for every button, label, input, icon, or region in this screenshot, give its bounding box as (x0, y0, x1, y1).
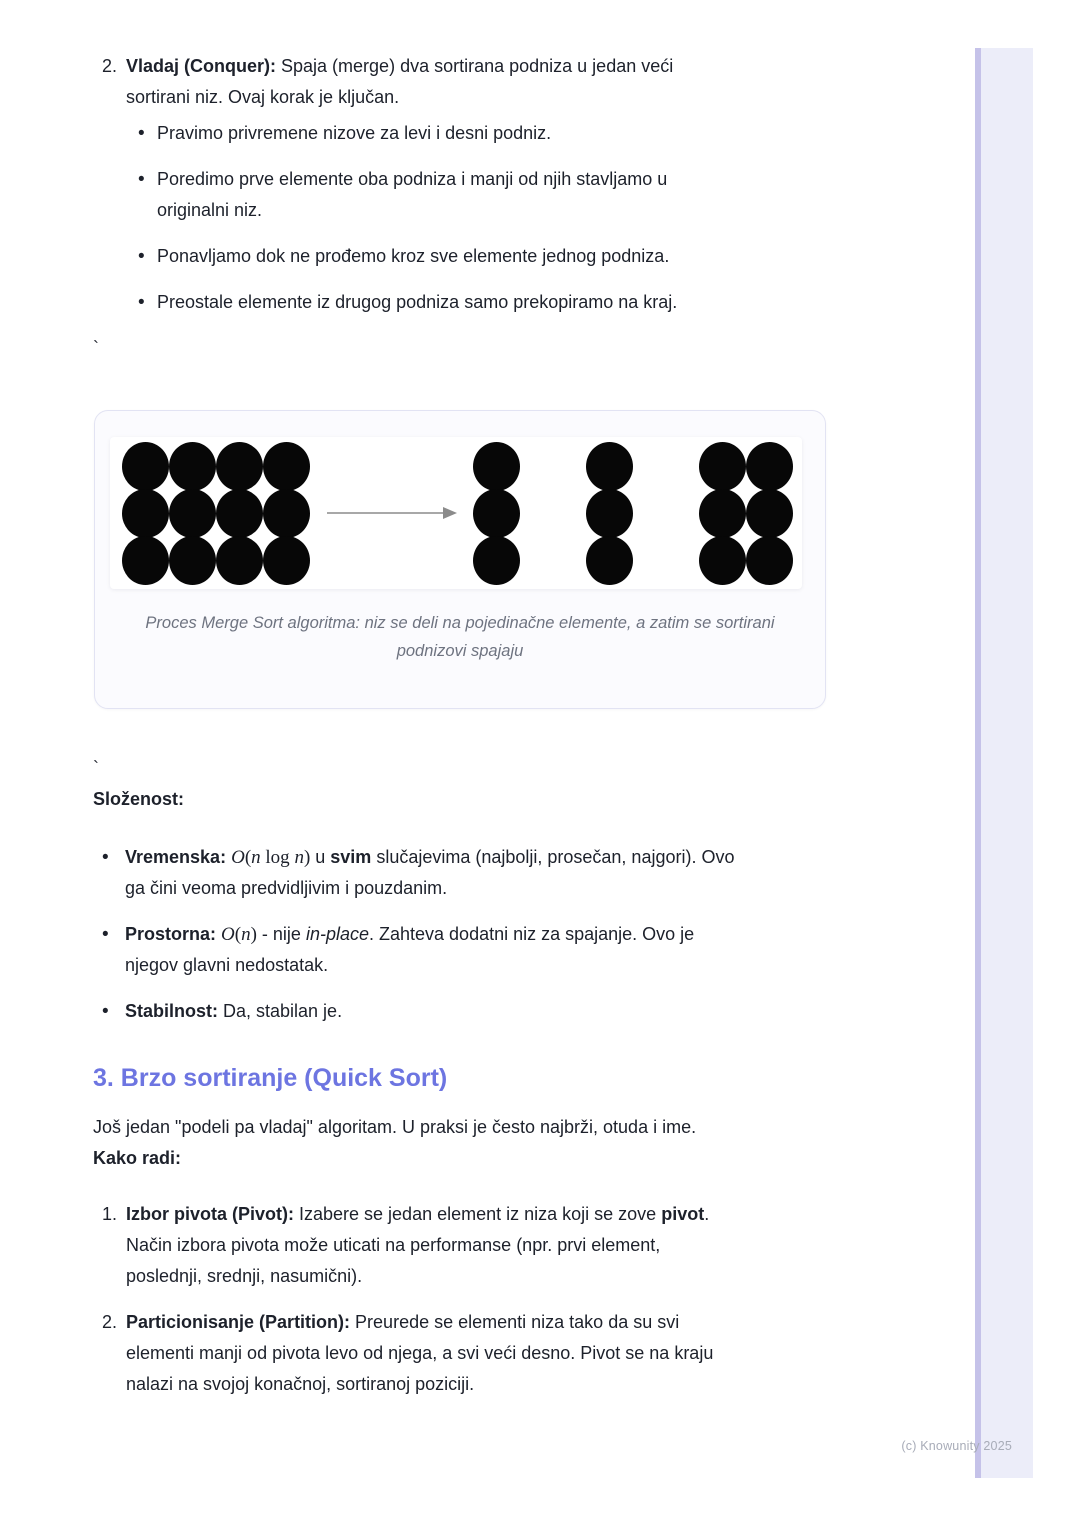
bullet-marker (102, 996, 125, 1027)
dot (122, 442, 169, 491)
dot (699, 489, 746, 538)
complexity-heading: Složenost: (93, 789, 185, 809)
dot (473, 442, 520, 491)
bullet-marker (138, 118, 157, 149)
figure-card (94, 410, 826, 709)
quick-sort-intro: Još jedan "podeli pa vladaj" algoritam. U praksi je često najbrži, otuda i ime. (93, 1117, 697, 1137)
dot-grid-sublist (586, 443, 633, 584)
dot (586, 489, 633, 538)
dot-grid-sublist (473, 443, 520, 584)
dot (169, 489, 216, 538)
dot (216, 442, 263, 491)
list-item-partition (93, 1307, 893, 1400)
list-item-conquer (93, 51, 893, 318)
figure-caption: Proces Merge Sort algoritma: niz se deli na pojedinačne elemente, a zatim se sortirani podnizovi spajaju (145, 614, 775, 660)
list-item-text: Particionisanje (Partition): Preurede se elementi niza tako da su svi elementi manji od pivota levo od njega, a svi veći desno. Pivot se na kraju nalazi na svojoj konačnoj, sortiranoj poziciji. (126, 1312, 714, 1394)
bullet-text: Stabilnost: Da, stabilan je. (125, 1001, 343, 1021)
bullet-marker (102, 842, 125, 873)
dot (122, 536, 169, 585)
bullet-item (126, 287, 893, 318)
bullet-item (93, 842, 893, 904)
dot (263, 442, 310, 491)
dot (746, 442, 793, 491)
conquer-bullet-list (126, 118, 893, 318)
bullet-text: Prostorna: O(n) - nije in-place. Zahteva dodatni niz za spajanje. Ovo je njegov glavni nedostatak. (125, 924, 695, 975)
bullet-item (93, 919, 893, 981)
bullet-text: Vremenska: O(n log n) u svim slučajevima (najbolji, prosečan, najgori). Ovo ga čini veoma predvidljivim i pouzdanim. (125, 847, 735, 898)
list-item-pivot (93, 1199, 893, 1292)
bullet-item (126, 118, 893, 149)
dot (746, 489, 793, 538)
bullet-item (126, 164, 893, 226)
figure-image (110, 437, 802, 589)
bullet-text: Preostale elemente iz drugog podniza samo prekopiramo na kraj. (157, 292, 678, 312)
dot (263, 536, 310, 585)
dot (216, 489, 263, 538)
bullet-marker (138, 241, 157, 272)
dot (699, 536, 746, 585)
watermark: (c) Knowunity 2025 (901, 1439, 1012, 1453)
bullet-item (126, 241, 893, 272)
bullet-marker (138, 164, 157, 195)
dot (746, 536, 793, 585)
dot (263, 489, 310, 538)
dot-grid-unsorted (122, 443, 310, 584)
bullet-text: Pravimo privremene nizove za levi i desni podniz. (157, 123, 552, 143)
how-it-works-heading: Kako radi: (93, 1148, 182, 1168)
bullet-marker (102, 919, 125, 950)
page-edge-bar (975, 48, 1033, 1478)
bullet-text: Poredimo prve elemente oba podniza i manji od njih stavljamo u originalni niz. (157, 169, 668, 220)
stray-backtick: ` (93, 758, 99, 778)
quick-sort-steps (93, 1199, 893, 1400)
dot (169, 536, 216, 585)
list-item-body (126, 51, 893, 318)
dot (473, 536, 520, 585)
arrow-right-icon (327, 505, 457, 521)
dot (586, 536, 633, 585)
dot (216, 536, 263, 585)
list-item-number: 2. (102, 56, 118, 76)
dot (699, 442, 746, 491)
dot-grid-sublist (699, 443, 793, 584)
quick-sort-heading: 3. Brzo sortiranje (Quick Sort) (93, 1064, 448, 1092)
list-item-text: Vladaj (Conquer): Spaja (merge) dva sortirana podniza u jedan veći sortirani niz. Ovaj korak je ključan. (126, 56, 674, 107)
dot (169, 442, 216, 491)
stray-backtick: ` (93, 338, 99, 358)
list-item-text: Izbor pivota (Pivot): Izabere se jedan element iz niza koji se zove pivot. Način izbora pivota može uticati na performanse (npr. prvi element, poslednji, srednji, nasumični). (126, 1204, 710, 1286)
bullet-text: Ponavljamo dok ne prođemo kroz sve elemente jednog podniza. (157, 246, 670, 266)
list-item-number: 1. (102, 1204, 118, 1224)
list-item-number: 2. (102, 1312, 118, 1332)
dot (586, 442, 633, 491)
dot (473, 489, 520, 538)
complexity-bullet-list (93, 842, 893, 1027)
bullet-marker (138, 287, 157, 318)
bullet-item (93, 996, 893, 1027)
dot (122, 489, 169, 538)
